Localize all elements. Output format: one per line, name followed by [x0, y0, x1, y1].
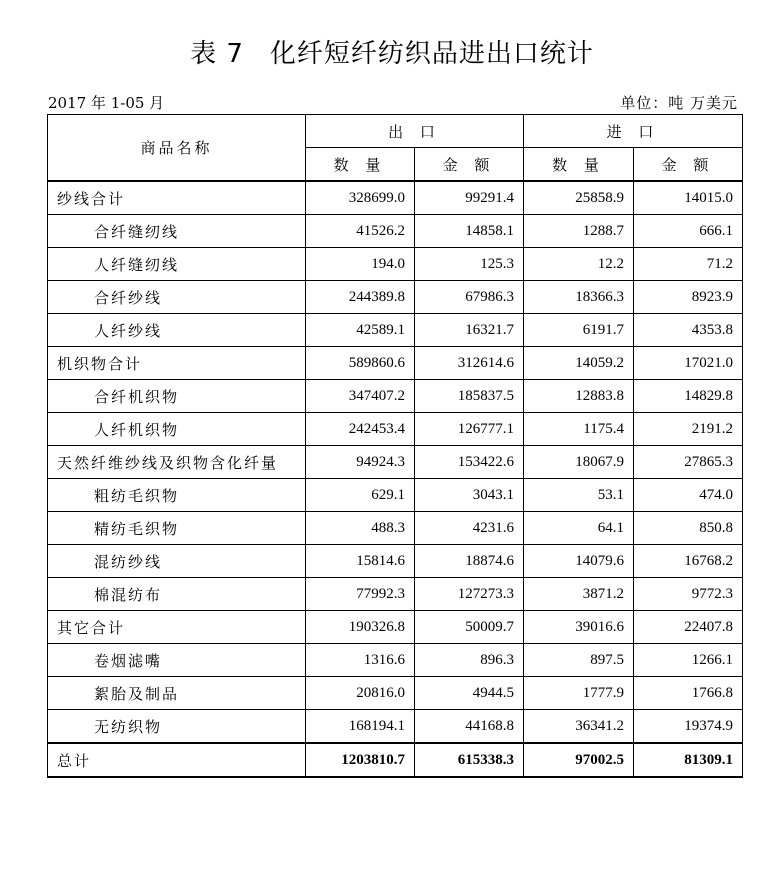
import-qty-cell: 64.1	[524, 512, 634, 545]
import-qty-cell: 53.1	[524, 479, 634, 512]
export-qty-cell: 15814.6	[306, 545, 415, 578]
import-qty-cell: 18366.3	[524, 281, 634, 314]
trade-stats-table	[47, 114, 743, 778]
total-import-qty-cell: 97002.5	[524, 743, 634, 777]
table-row	[48, 479, 743, 512]
export-amount-cell: 312614.6	[415, 347, 524, 380]
import-qty-cell: 12.2	[524, 248, 634, 281]
table-number: 表 7	[190, 39, 244, 69]
table-row	[48, 314, 743, 347]
import-qty-cell: 12883.8	[524, 380, 634, 413]
header-import-amount: 金 额	[634, 148, 743, 182]
export-amount-cell: 99291.4	[415, 181, 524, 215]
import-qty-cell: 39016.6	[524, 611, 634, 644]
export-amount-cell: 125.3	[415, 248, 524, 281]
import-qty-cell: 1175.4	[524, 413, 634, 446]
table-title: 化纤短纤纺织品进出口统计	[269, 39, 594, 69]
product-name-cell: 人纤缝纫线	[48, 248, 306, 281]
export-amount-cell: 127273.3	[415, 578, 524, 611]
table-body	[48, 181, 743, 777]
import-amount-cell: 27865.3	[634, 446, 743, 479]
product-name-cell: 粗纺毛织物	[48, 479, 306, 512]
export-qty-cell: 589860.6	[306, 347, 415, 380]
import-amount-cell: 666.1	[634, 215, 743, 248]
product-name-cell: 纱线合计	[48, 181, 306, 215]
product-name-cell: 人纤纱线	[48, 314, 306, 347]
product-name-cell: 人纤机织物	[48, 413, 306, 446]
import-qty-cell: 897.5	[524, 644, 634, 677]
page-title	[0, 33, 784, 70]
import-qty-cell: 18067.9	[524, 446, 634, 479]
header-export-amount: 金 额	[415, 148, 524, 182]
product-name-cell: 絮胎及制品	[48, 677, 306, 710]
import-amount-cell: 16768.2	[634, 545, 743, 578]
export-amount-cell: 896.3	[415, 644, 524, 677]
table-row	[48, 677, 743, 710]
import-qty-cell: 14059.2	[524, 347, 634, 380]
export-qty-cell: 242453.4	[306, 413, 415, 446]
table-row	[48, 446, 743, 479]
header-export: 出 口	[306, 115, 524, 148]
table-row	[48, 710, 743, 744]
import-qty-cell: 3871.2	[524, 578, 634, 611]
product-name-cell: 合纤纱线	[48, 281, 306, 314]
import-qty-cell: 1288.7	[524, 215, 634, 248]
table-row	[48, 512, 743, 545]
total-label-cell: 总计	[48, 743, 306, 777]
import-amount-cell: 71.2	[634, 248, 743, 281]
product-name-cell: 卷烟滤嘴	[48, 644, 306, 677]
unit-label: 单位：吨 万美元	[620, 94, 738, 112]
header-export-qty: 数 量	[306, 148, 415, 182]
import-amount-cell: 8923.9	[634, 281, 743, 314]
total-export-qty-cell: 1203810.7	[306, 743, 415, 777]
product-name-cell: 合纤机织物	[48, 380, 306, 413]
table-row	[48, 248, 743, 281]
export-qty-cell: 168194.1	[306, 710, 415, 744]
table-row	[48, 545, 743, 578]
import-amount-cell: 474.0	[634, 479, 743, 512]
export-amount-cell: 16321.7	[415, 314, 524, 347]
import-amount-cell: 2191.2	[634, 413, 743, 446]
import-amount-cell: 14829.8	[634, 380, 743, 413]
product-name-cell: 其它合计	[48, 611, 306, 644]
import-amount-cell: 1266.1	[634, 644, 743, 677]
table-row	[48, 644, 743, 677]
product-name-cell: 混纺纱线	[48, 545, 306, 578]
export-qty-cell: 42589.1	[306, 314, 415, 347]
product-name-cell: 天然纤维纱线及织物含化纤量	[48, 446, 306, 479]
header-import-qty: 数 量	[524, 148, 634, 182]
import-amount-cell: 9772.3	[634, 578, 743, 611]
import-qty-cell: 36341.2	[524, 710, 634, 744]
table-row	[48, 611, 743, 644]
table-row	[48, 413, 743, 446]
export-qty-cell: 488.3	[306, 512, 415, 545]
export-amount-cell: 44168.8	[415, 710, 524, 744]
import-amount-cell: 22407.8	[634, 611, 743, 644]
export-amount-cell: 4944.5	[415, 677, 524, 710]
header-import: 进 口	[524, 115, 743, 148]
export-amount-cell: 50009.7	[415, 611, 524, 644]
import-amount-cell: 14015.0	[634, 181, 743, 215]
export-qty-cell: 347407.2	[306, 380, 415, 413]
period-label: 2017 年 1-05 月	[48, 94, 165, 112]
export-amount-cell: 185837.5	[415, 380, 524, 413]
export-qty-cell: 190326.8	[306, 611, 415, 644]
export-qty-cell: 244389.8	[306, 281, 415, 314]
table-row	[48, 215, 743, 248]
import-amount-cell: 1766.8	[634, 677, 743, 710]
product-name-cell: 合纤缝纫线	[48, 215, 306, 248]
export-qty-cell: 629.1	[306, 479, 415, 512]
product-name-cell: 精纺毛织物	[48, 512, 306, 545]
product-name-cell: 棉混纺布	[48, 578, 306, 611]
table-row	[48, 380, 743, 413]
export-qty-cell: 1316.6	[306, 644, 415, 677]
import-qty-cell: 14079.6	[524, 545, 634, 578]
import-amount-cell: 19374.9	[634, 710, 743, 744]
table-row	[48, 347, 743, 380]
export-amount-cell: 18874.6	[415, 545, 524, 578]
table-row	[48, 578, 743, 611]
total-export-amount-cell: 615338.3	[415, 743, 524, 777]
import-qty-cell: 25858.9	[524, 181, 634, 215]
product-name-cell: 机织物合计	[48, 347, 306, 380]
export-amount-cell: 126777.1	[415, 413, 524, 446]
import-amount-cell: 4353.8	[634, 314, 743, 347]
product-name-cell: 无纺织物	[48, 710, 306, 744]
import-amount-cell: 850.8	[634, 512, 743, 545]
table-row	[48, 181, 743, 215]
export-qty-cell: 41526.2	[306, 215, 415, 248]
header-product-name: 商品名称	[48, 115, 306, 182]
import-qty-cell: 6191.7	[524, 314, 634, 347]
export-qty-cell: 77992.3	[306, 578, 415, 611]
total-import-amount-cell: 81309.1	[634, 743, 743, 777]
export-amount-cell: 3043.1	[415, 479, 524, 512]
export-amount-cell: 14858.1	[415, 215, 524, 248]
import-qty-cell: 1777.9	[524, 677, 634, 710]
total-row	[48, 743, 743, 777]
export-qty-cell: 194.0	[306, 248, 415, 281]
import-amount-cell: 17021.0	[634, 347, 743, 380]
export-amount-cell: 4231.6	[415, 512, 524, 545]
export-qty-cell: 328699.0	[306, 181, 415, 215]
export-qty-cell: 94924.3	[306, 446, 415, 479]
export-qty-cell: 20816.0	[306, 677, 415, 710]
table-row	[48, 281, 743, 314]
export-amount-cell: 67986.3	[415, 281, 524, 314]
export-amount-cell: 153422.6	[415, 446, 524, 479]
